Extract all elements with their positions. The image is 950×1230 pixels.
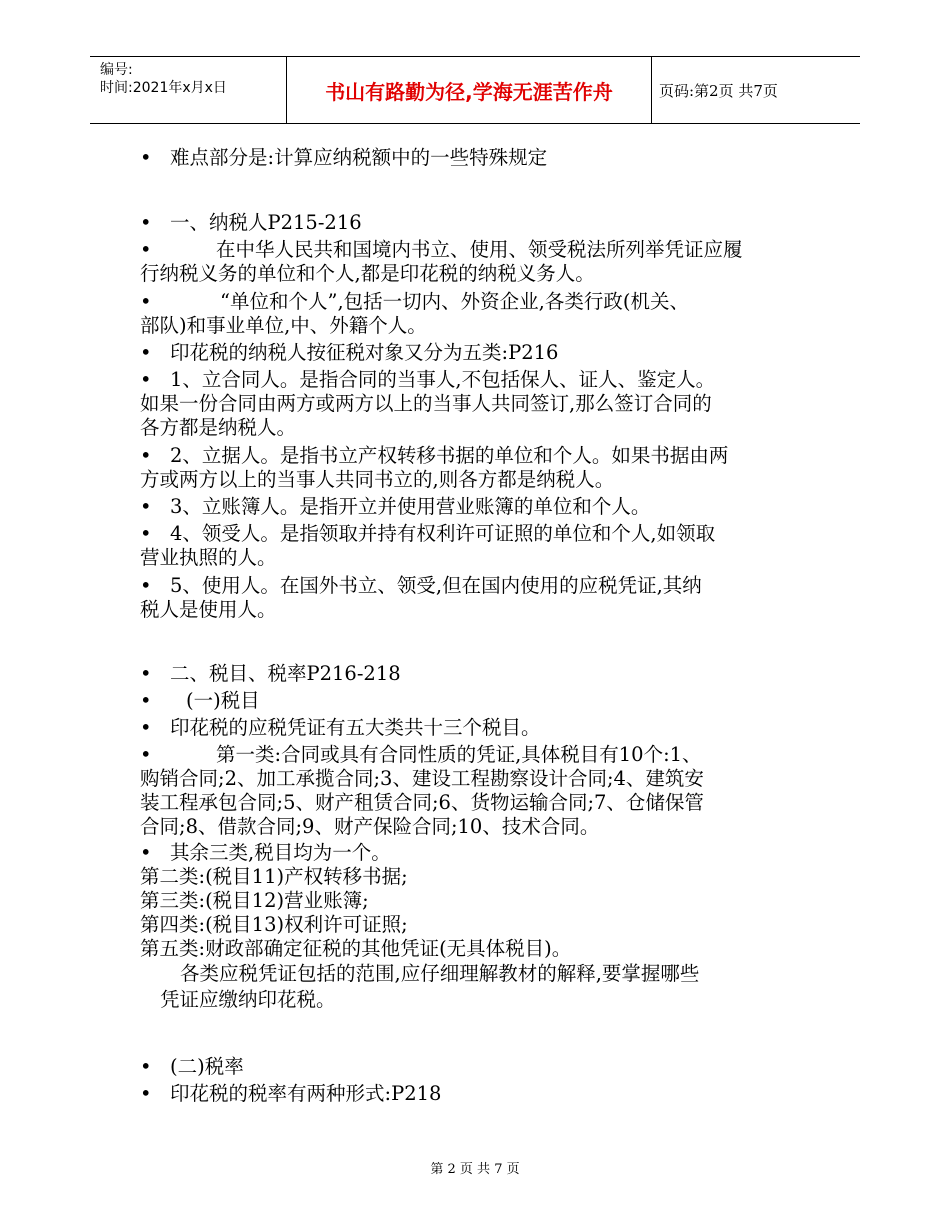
text-line: • 4、领受人。是指领取并持有权利许可证照的单位和个人,如领取 bbox=[140, 522, 716, 545]
text-line: 第四类:(税目13)权利许可证照; bbox=[140, 913, 408, 936]
text-line: 各类应税凭证包括的范围,应仔细理解教材的解释,要掌握哪些 bbox=[180, 962, 700, 985]
bullet-icon: • bbox=[140, 689, 152, 712]
text-line: 税人是使用人。 bbox=[140, 598, 277, 621]
text-line: 营业执照的人。 bbox=[140, 546, 277, 569]
text-line: • 3、立账簿人。是指开立并使用营业账簿的单位和个人。 bbox=[140, 495, 651, 518]
text-line: 合同;8、借款合同;9、财产保险合同;10、技术合同。 bbox=[140, 815, 600, 838]
bullet-icon: • bbox=[140, 662, 152, 685]
bullet-icon: • bbox=[140, 368, 152, 391]
text-line: • 在中华人民共和国境内书立、使用、领受税法所列举凭证应履 bbox=[140, 238, 743, 261]
text-line: • 2、立据人。是指书立产权转移书据的单位和个人。如果书据由两 bbox=[140, 444, 729, 467]
text-line: 部队)和事业单位,中、外籍个人。 bbox=[140, 314, 427, 337]
text-line: 各方都是纳税人。 bbox=[140, 416, 297, 439]
text-line: • 1、立合同人。是指合同的当事人,不包括保人、证人、鉴定人。 bbox=[140, 368, 716, 391]
bullet-icon: • bbox=[140, 1055, 152, 1078]
header-meta bbox=[90, 57, 286, 123]
bullet-icon: • bbox=[140, 290, 152, 313]
text-line: 第三类:(税目12)营业账簿; bbox=[140, 889, 369, 912]
text-line: 第二类:(税目11)产权转移书据; bbox=[140, 865, 408, 888]
bullet-icon: • bbox=[140, 146, 152, 169]
bullet-icon: • bbox=[140, 238, 152, 261]
bullet-icon: • bbox=[140, 211, 152, 234]
text-line: • (一)税目 bbox=[140, 689, 260, 712]
page-header bbox=[90, 56, 860, 124]
bullet-icon: • bbox=[140, 444, 152, 467]
text-line: 行纳税义务的单位和个人,都是印花税的纳税义务人。 bbox=[140, 262, 595, 285]
document-number-label: 编号: bbox=[100, 62, 133, 78]
text-line: • (二)税率 bbox=[140, 1055, 244, 1078]
bullet-icon: • bbox=[140, 841, 152, 864]
text-line: • 一、纳税人P215-216 bbox=[140, 211, 362, 234]
bullet-icon: • bbox=[140, 495, 152, 518]
text-line: 凭证应缴纳印花税。 bbox=[160, 988, 336, 1011]
page-footer: 第 2 页 共 7 页 bbox=[430, 1162, 520, 1177]
text-line: • 印花税的纳税人按征税对象又分为五类:P216 bbox=[140, 341, 559, 364]
text-line: • 二、税目、税率P216-218 bbox=[140, 662, 401, 685]
document-time-label: 时间:2021年x月x日 bbox=[100, 80, 227, 96]
text-line: • 5、使用人。在国外书立、领受,但在国内使用的应税凭证,其纳 bbox=[140, 574, 702, 597]
text-line: 如果一份合同由两方或两方以上的当事人共同签订,那么签订合同的 bbox=[140, 392, 712, 415]
text-line: • 其余三类,税目均为一个。 bbox=[140, 841, 391, 864]
bullet-icon: • bbox=[140, 716, 152, 739]
text-line: • 印花税的应税凭证有五大类共十三个税目。 bbox=[140, 716, 541, 739]
bullet-icon: • bbox=[140, 341, 152, 364]
text-line: • 难点部分是:计算应纳税额中的一些特殊规定 bbox=[140, 146, 548, 169]
bullet-icon: • bbox=[140, 743, 152, 766]
text-line: • 印花税的税率有两种形式:P218 bbox=[140, 1082, 442, 1105]
header-page-cell bbox=[651, 57, 860, 123]
header-motto: 书山有路勤为径,学海无涯苦作舟 bbox=[325, 79, 613, 104]
text-line: 装工程承包合同;5、财产租赁合同;6、货物运输合同;7、仓储保管 bbox=[140, 791, 704, 814]
text-line: 方或两方以上的当事人共同书立的,则各方都是纳税人。 bbox=[140, 468, 615, 491]
bullet-icon: • bbox=[140, 1082, 152, 1105]
text-line: 购销合同;2、加工承揽合同;3、建设工程勘察设计合同;4、建筑安 bbox=[140, 767, 704, 790]
header-page-info: 页码:第2页 共7页 bbox=[659, 81, 778, 100]
text-line: • “单位和个人”,包括一切内、外资企业,各类行政(机关、 bbox=[140, 290, 689, 313]
text-line: • 第一类:合同或具有合同性质的凭证,具体税目有10个:1、 bbox=[140, 743, 702, 766]
bullet-icon: • bbox=[140, 574, 152, 597]
bullet-icon: • bbox=[140, 522, 152, 545]
header-motto-cell bbox=[286, 57, 652, 123]
text-line: 第五类:财政部确定征税的其他凭证(无具体税目)。 bbox=[140, 937, 572, 960]
